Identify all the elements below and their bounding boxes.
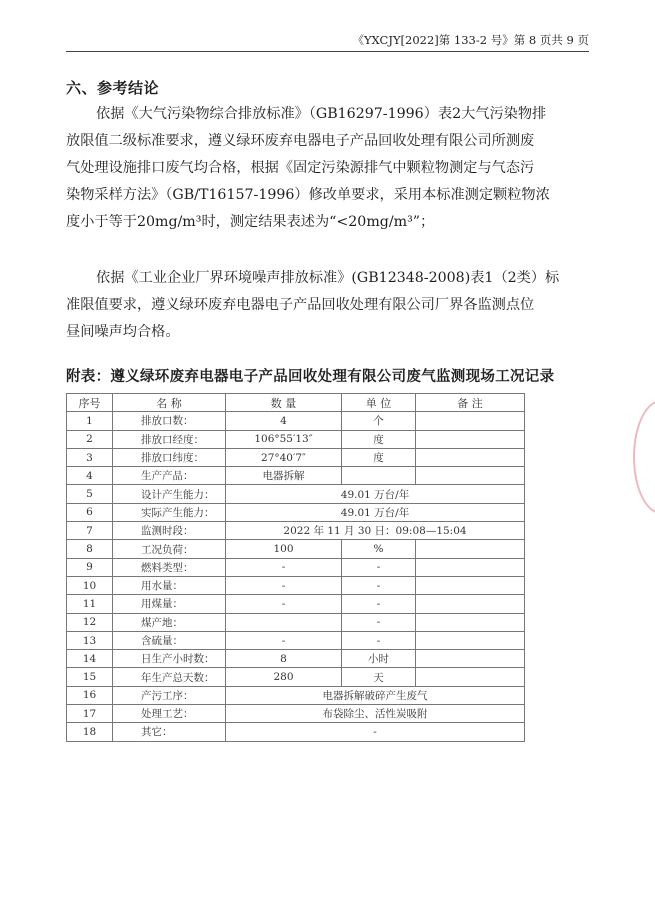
cell-quantity: - (226, 595, 342, 613)
cell-unit: 小时 (342, 650, 416, 668)
cell-unit: % (342, 540, 416, 558)
cell-no: 12 (67, 613, 113, 631)
cell-quantity: - (226, 576, 342, 594)
cell-no: 11 (67, 595, 113, 613)
table-row (67, 631, 525, 649)
cell-merged-value: 49.01 万台/年 (226, 503, 525, 521)
cell-name: 工况负荷： (113, 540, 226, 558)
cell-quantity: 280 (226, 668, 342, 686)
header-divider (66, 51, 589, 52)
paragraph-line: 昼间噪声均合格。 (66, 324, 180, 340)
cell-unit: - (342, 595, 416, 613)
table-row (67, 613, 525, 631)
paragraph-line: 依据《工业企业厂界环境噪声排放标准》(GB12348-2008)表1（2类）标 (96, 270, 560, 286)
cell-unit: - (342, 613, 416, 631)
cell-merged-value: 电器拆解破碎产生废气 (226, 686, 525, 704)
cell-name: 日生产小时数： (113, 650, 226, 668)
paragraph-line: 准限值要求，遵义绿环废弃电器电子产品回收处理有限公司厂界各监测点位 (66, 297, 535, 313)
cell-name: 含硫量： (113, 631, 226, 649)
paragraph-line: 放限值二级标准要求，遵义绿环废弃电器电子产品回收处理有限公司所测废 (66, 133, 535, 149)
cell-note (416, 613, 525, 631)
cell-quantity: - (226, 631, 342, 649)
cell-no: 4 (67, 467, 113, 485)
section-title: 六、参考结论 (66, 79, 160, 97)
cell-no: 14 (67, 650, 113, 668)
cell-unit: 度 (342, 430, 416, 448)
cell-unit: - (342, 558, 416, 576)
header-note: 备 注 (416, 394, 525, 412)
cell-name: 设计产生能力： (113, 485, 226, 503)
red-seal-stamp-edge (633, 400, 655, 514)
cell-name: 排放口经度： (113, 430, 226, 448)
cell-no: 1 (67, 412, 113, 430)
cell-unit: 天 (342, 668, 416, 686)
cell-no: 16 (67, 686, 113, 704)
conclusion-paragraph-noise (66, 265, 586, 346)
table-row (67, 412, 525, 430)
table-row (67, 576, 525, 594)
cell-name: 用煤量： (113, 595, 226, 613)
table-row (67, 485, 525, 503)
table-row (67, 595, 525, 613)
table-body (67, 412, 525, 741)
table-row (67, 558, 525, 576)
cell-note (416, 558, 525, 576)
table-row (67, 430, 525, 448)
cell-no: 3 (67, 448, 113, 466)
cell-quantity: 8 (226, 650, 342, 668)
cell-quantity: 4 (226, 412, 342, 430)
cell-name: 排放口数： (113, 412, 226, 430)
cell-note (416, 448, 525, 466)
cell-no: 6 (67, 503, 113, 521)
table-row (67, 668, 525, 686)
table-row (67, 522, 525, 540)
cell-name: 产污工序： (113, 686, 226, 704)
cell-name: 实际产生能力： (113, 503, 226, 521)
cell-no: 10 (67, 576, 113, 594)
cell-name: 燃料类型： (113, 558, 226, 576)
cell-note (416, 595, 525, 613)
cell-name: 处理工艺： (113, 705, 226, 723)
cell-no: 2 (67, 430, 113, 448)
paragraph-line: 度小于等于20mg/m³时，测定结果表述为“<20mg/m³”； (66, 214, 435, 230)
cell-name: 监测时段： (113, 522, 226, 540)
cell-name: 生产产品： (113, 467, 226, 485)
cell-note (416, 631, 525, 649)
table-row (67, 540, 525, 558)
cell-merged-value: - (226, 723, 525, 741)
cell-no: 13 (67, 631, 113, 649)
cell-unit: 度 (342, 448, 416, 466)
cell-name: 用水量： (113, 576, 226, 594)
header-quantity: 数 量 (226, 394, 342, 412)
conclusion-paragraph-air (66, 101, 586, 236)
cell-no: 7 (67, 522, 113, 540)
cell-no: 5 (67, 485, 113, 503)
cell-unit: - (342, 631, 416, 649)
table-row (67, 650, 525, 668)
cell-quantity: 100 (226, 540, 342, 558)
header-name: 名 称 (113, 394, 226, 412)
cell-no: 17 (67, 705, 113, 723)
table-row (67, 467, 525, 485)
paragraph-line: 染物采样方法》（GB/T16157-1996）修改单要求，采用本标准测定颗粒物浓 (66, 187, 550, 203)
cell-unit: 个 (342, 412, 416, 430)
cell-note (416, 467, 525, 485)
cell-name: 煤产地： (113, 613, 226, 631)
cell-name: 排放口纬度： (113, 448, 226, 466)
cell-quantity: 27°40′7″ (226, 448, 342, 466)
cell-quantity: 电器拆解 (226, 467, 342, 485)
cell-unit (342, 467, 416, 485)
cell-note (416, 540, 525, 558)
cell-note (416, 576, 525, 594)
cell-name: 年生产总天数： (113, 668, 226, 686)
table-header-row (67, 394, 525, 412)
appendix-table-title: 附表：遵义绿环废弃电器电子产品回收处理有限公司废气监测现场工况记录 (66, 368, 555, 385)
cell-quantity (226, 613, 342, 631)
cell-quantity: 106°55′13″ (226, 430, 342, 448)
cell-note (416, 412, 525, 430)
cell-merged-value: 49.01 万台/年 (226, 485, 525, 503)
header-no: 序号 (67, 394, 113, 412)
table-row (67, 448, 525, 466)
header-unit: 单 位 (342, 394, 416, 412)
cell-note (416, 650, 525, 668)
cell-no: 15 (67, 668, 113, 686)
cell-no: 8 (67, 540, 113, 558)
table-row (67, 503, 525, 521)
working-condition-table (66, 393, 525, 742)
cell-quantity: - (226, 558, 342, 576)
table-row (67, 705, 525, 723)
cell-merged-value: 2022 年 11 月 30 日：09:08—15:04 (226, 522, 525, 540)
cell-no: 18 (67, 723, 113, 741)
cell-note (416, 430, 525, 448)
table-row (67, 686, 525, 704)
table-row (67, 723, 525, 741)
cell-no: 9 (67, 558, 113, 576)
page-header-reference: 《YXCJY[2022]第 133-2 号》第 8 页共 9 页 (352, 33, 589, 47)
cell-name: 其它： (113, 723, 226, 741)
paragraph-line: 依据《大气污染物综合排放标准》（GB16297-1996）表2大气污染物排 (96, 106, 547, 122)
cell-note (416, 668, 525, 686)
paragraph-line: 气处理设施排口废气均合格，根据《固定污染源排气中颗粒物测定与气态污 (66, 160, 535, 176)
cell-merged-value: 布袋除尘、活性炭吸附 (226, 705, 525, 723)
cell-unit: - (342, 576, 416, 594)
